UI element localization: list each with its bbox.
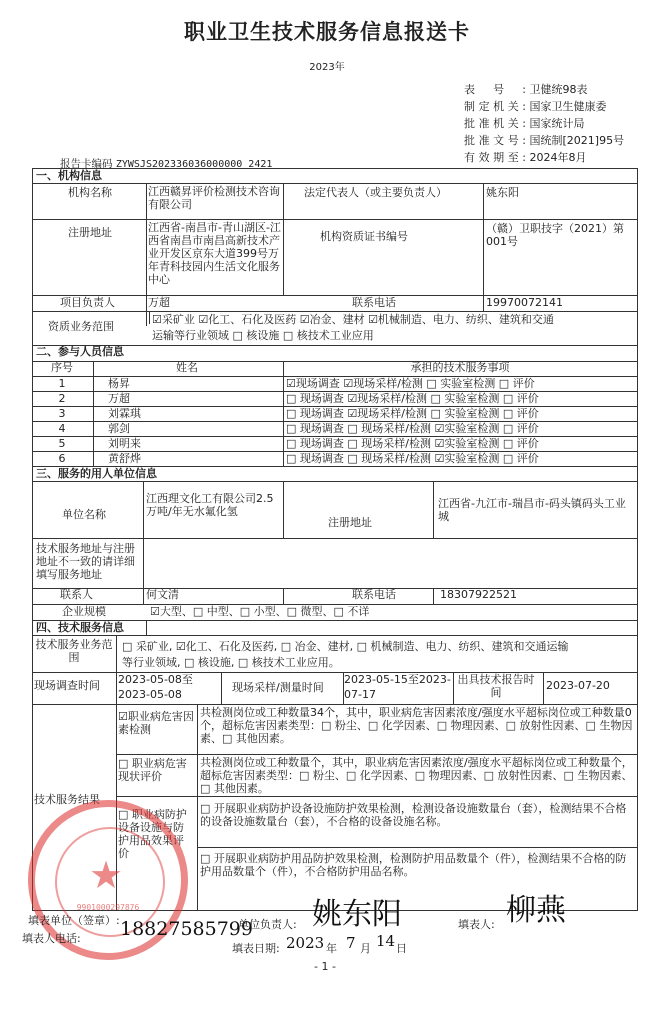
legal-rep-label: 法定代表人（或主要负责人） [304,186,447,199]
filler-phone-handwritten: 18827585799 [120,918,253,940]
row-name: 黄舒烨 [108,452,141,465]
result-2-text: 共检测岗位或工种数量个，其中，职业病危害因素浓度/强度水平超标岗位或工种数量个，超标危害因素类型：□ 粉尘、□ 化学因素、□ 物理因素、□ 放射性因素、□ 生物因素、□ 其他因素。 [200,756,633,795]
row-name: 万超 [108,392,130,405]
row-name: 刘明来 [108,437,141,450]
project-lead: 万超 [148,296,170,309]
row-task: □ 现场调查 □ 现场采样/检测 ☑实验室检测 □ 评价 [286,437,539,450]
col-name: 姓名 [176,361,198,374]
survey-from: 2023-05-08至 [118,673,193,686]
unit-name-label: 单位名称 [62,508,106,521]
result-1-label: ☑职业病危害因素检测 [118,710,194,736]
phone-label: 联系电话 [352,296,396,309]
meta-row: 批准机关: 国家统计局 [464,117,585,130]
report-date: 2023-07-20 [546,679,610,692]
leader-label: 单位负责人: [238,918,297,931]
contact: 何文清 [146,588,179,601]
result-1-text: 共检测岗位或工种数量34个，其中，职业病危害因素浓度/强度水平超标岗位或工种数量0个，超标危害因素类型：□ 粉尘、□ 化学因素、□ 物理因素、□ 放射性因素、□ 生物因素、□ 其他因素。 [200,706,633,745]
unit-reg: 江西省-九江市-瑞昌市-码头镇码头工业城 [438,497,626,523]
result-label: 技术服务结果 [34,793,100,806]
filler-label: 填表人: [458,918,495,931]
fill-date-month: 7 [346,934,356,952]
unit-reg-label: 注册地址 [328,516,372,529]
row-name: 杨昇 [108,377,130,390]
sample-from: 2023-05-15至2023- [344,673,451,686]
size: ☑大型、□ 中型、□ 小型、□ 微型、□ 不详 [150,605,370,618]
result-3-label: □ 职业病防护设备设施与防护用品效果评价 [118,808,187,860]
survey-label: 现场调查时间 [34,679,100,692]
year-unit: 年 [326,942,337,955]
section-4-title: 四、技术服务信息 [36,621,124,634]
meta-row: 批准文号: 国统制[2021]95号 [464,134,625,147]
result-4-text: □ 开展职业病防护用品防护效果检测，检测防护用品数量个（件），检测结果不合格的防护用品数量个（件），不合格防护用品名称。 [200,852,627,878]
row-no: 3 [58,407,66,420]
row-task: □ 现场调查 □ 现场采样/检测 ☑实验室检测 □ 评价 [286,422,539,435]
survey-to: 2023-05-08 [118,688,182,701]
col-task: 承担的技术服务事项 [410,361,510,374]
scope-line-2: 运输等行业领域 □ 核设施 □ 核技术工业应用 [152,329,374,342]
row-task: □ 现场调查 □ 现场采样/检测 ☑实验室检测 □ 评价 [286,452,539,465]
meta-row: 制定机关: 国家卫生健康委 [464,100,607,113]
unit-phone-label: 联系电话 [352,588,396,601]
report-date-label: 出具技术报告时间 [457,673,535,699]
meta-row: 表号: 卫健统98表 [464,83,588,96]
row-no: 4 [58,422,66,435]
col-no: 序号 [51,361,73,374]
row-task: ☑现场调查 ☑现场采样/检测 □ 实验室检测 □ 评价 [286,377,535,390]
org-name: 江西赣昇评价检测技术咨询有限公司 [148,185,280,211]
form-table [32,168,638,911]
scope-label: 资质业务范围 [48,320,114,333]
fill-date-label: 填表日期: [232,942,280,955]
filler-unit-label: 填表单位（签章）: [28,914,120,927]
project-lead-label: 项目负责人 [60,296,115,309]
unit-phone: 18307922521 [440,588,517,601]
page-number: - 1 - [314,960,336,973]
month-unit: 月 [360,942,371,955]
result-2-label: □ 职业病危害现状评价 [118,757,187,783]
result-3-text: □ 开展职业病防护设备设施防护效果检测，检测设备设施数量台（套），检测结果不合格的设备设施数量台（套），不合格的设备设施名称。 [200,802,627,828]
report-code: 报告卡编码 ZYWSJS202336036000000 2421 [60,158,273,170]
filler-signature: 柳燕 [506,893,566,928]
row-name: 郭剑 [108,422,130,435]
row-no: 5 [58,437,66,450]
unit-name: 江西理文化工有限公司2.5万吨/年无水氟化氢 [146,492,274,518]
scope-line-1: ☑采矿业 ☑化工、石化及医药 ☑冶金、建材 ☑机械制造、电力、纺织、建筑和交通 [152,313,554,326]
org-name-label: 机构名称 [68,186,112,199]
area-line-2: 等行业领域, □ 核设施, □ 核技术工业应用。 [122,656,340,669]
section-1-title: 一、机构信息 [36,169,102,182]
row-no: 2 [58,392,66,405]
row-name: 刘霖琪 [108,407,141,420]
service-address-note: 技术服务地址与注册地址不一致的请详细填写服务地址 [36,542,135,581]
section-3-title: 三、服务的用人单位信息 [36,467,157,480]
row-no: 1 [58,377,66,390]
section-2-title: 二、参与人员信息 [36,345,124,358]
reg-address: 江西省-南昌市-青山湖区-江西省南昌市南昌高新技术产业开发区京东大道399号万年青科技园内生活文化服务中心 [148,221,281,286]
size-label: 企业规模 [62,605,106,618]
area-line-1: □ 采矿业, ☑化工、石化及医药, □ 冶金、建材, □ 机械制造、电力、纺织、建筑和交通运输 [122,640,569,653]
reg-address-label: 注册地址 [68,226,112,239]
day-unit: 日 [396,942,407,955]
row-task: □ 现场调查 ☑现场采样/检测 □ 实验室检测 □ 评价 [286,407,539,420]
red-seal: ★ 9901000297876 [28,800,188,960]
phone: 19970072141 [486,296,563,309]
contact-label: 联系人 [60,588,93,601]
row-task: □ 现场调查 ☑现场采样/检测 □ 实验室检测 □ 评价 [286,392,539,405]
fill-date-year: 2023 [286,934,325,952]
area-label: 技术服务业务范围 [35,638,113,664]
leader-signature: 姚东阳 [312,897,402,932]
filler-phone-label: 填表人电话: [22,932,81,945]
sample-to: 07-17 [344,688,376,701]
cert-label: 机构资质证书编号 [320,230,408,243]
sample-label: 现场采样/测量时间 [232,681,324,694]
legal-rep: 姚东阳 [486,186,519,199]
fill-date-day: 14 [376,932,396,950]
row-no: 6 [58,452,66,465]
page-title: 职业卫生技术服务信息报送卡 [184,19,470,44]
report-year: 2023年 [309,62,345,73]
cert-number: （赣）卫职技字（2021）第001号 [486,222,624,248]
meta-row: 有效期至: 2024年8月 [464,151,587,164]
